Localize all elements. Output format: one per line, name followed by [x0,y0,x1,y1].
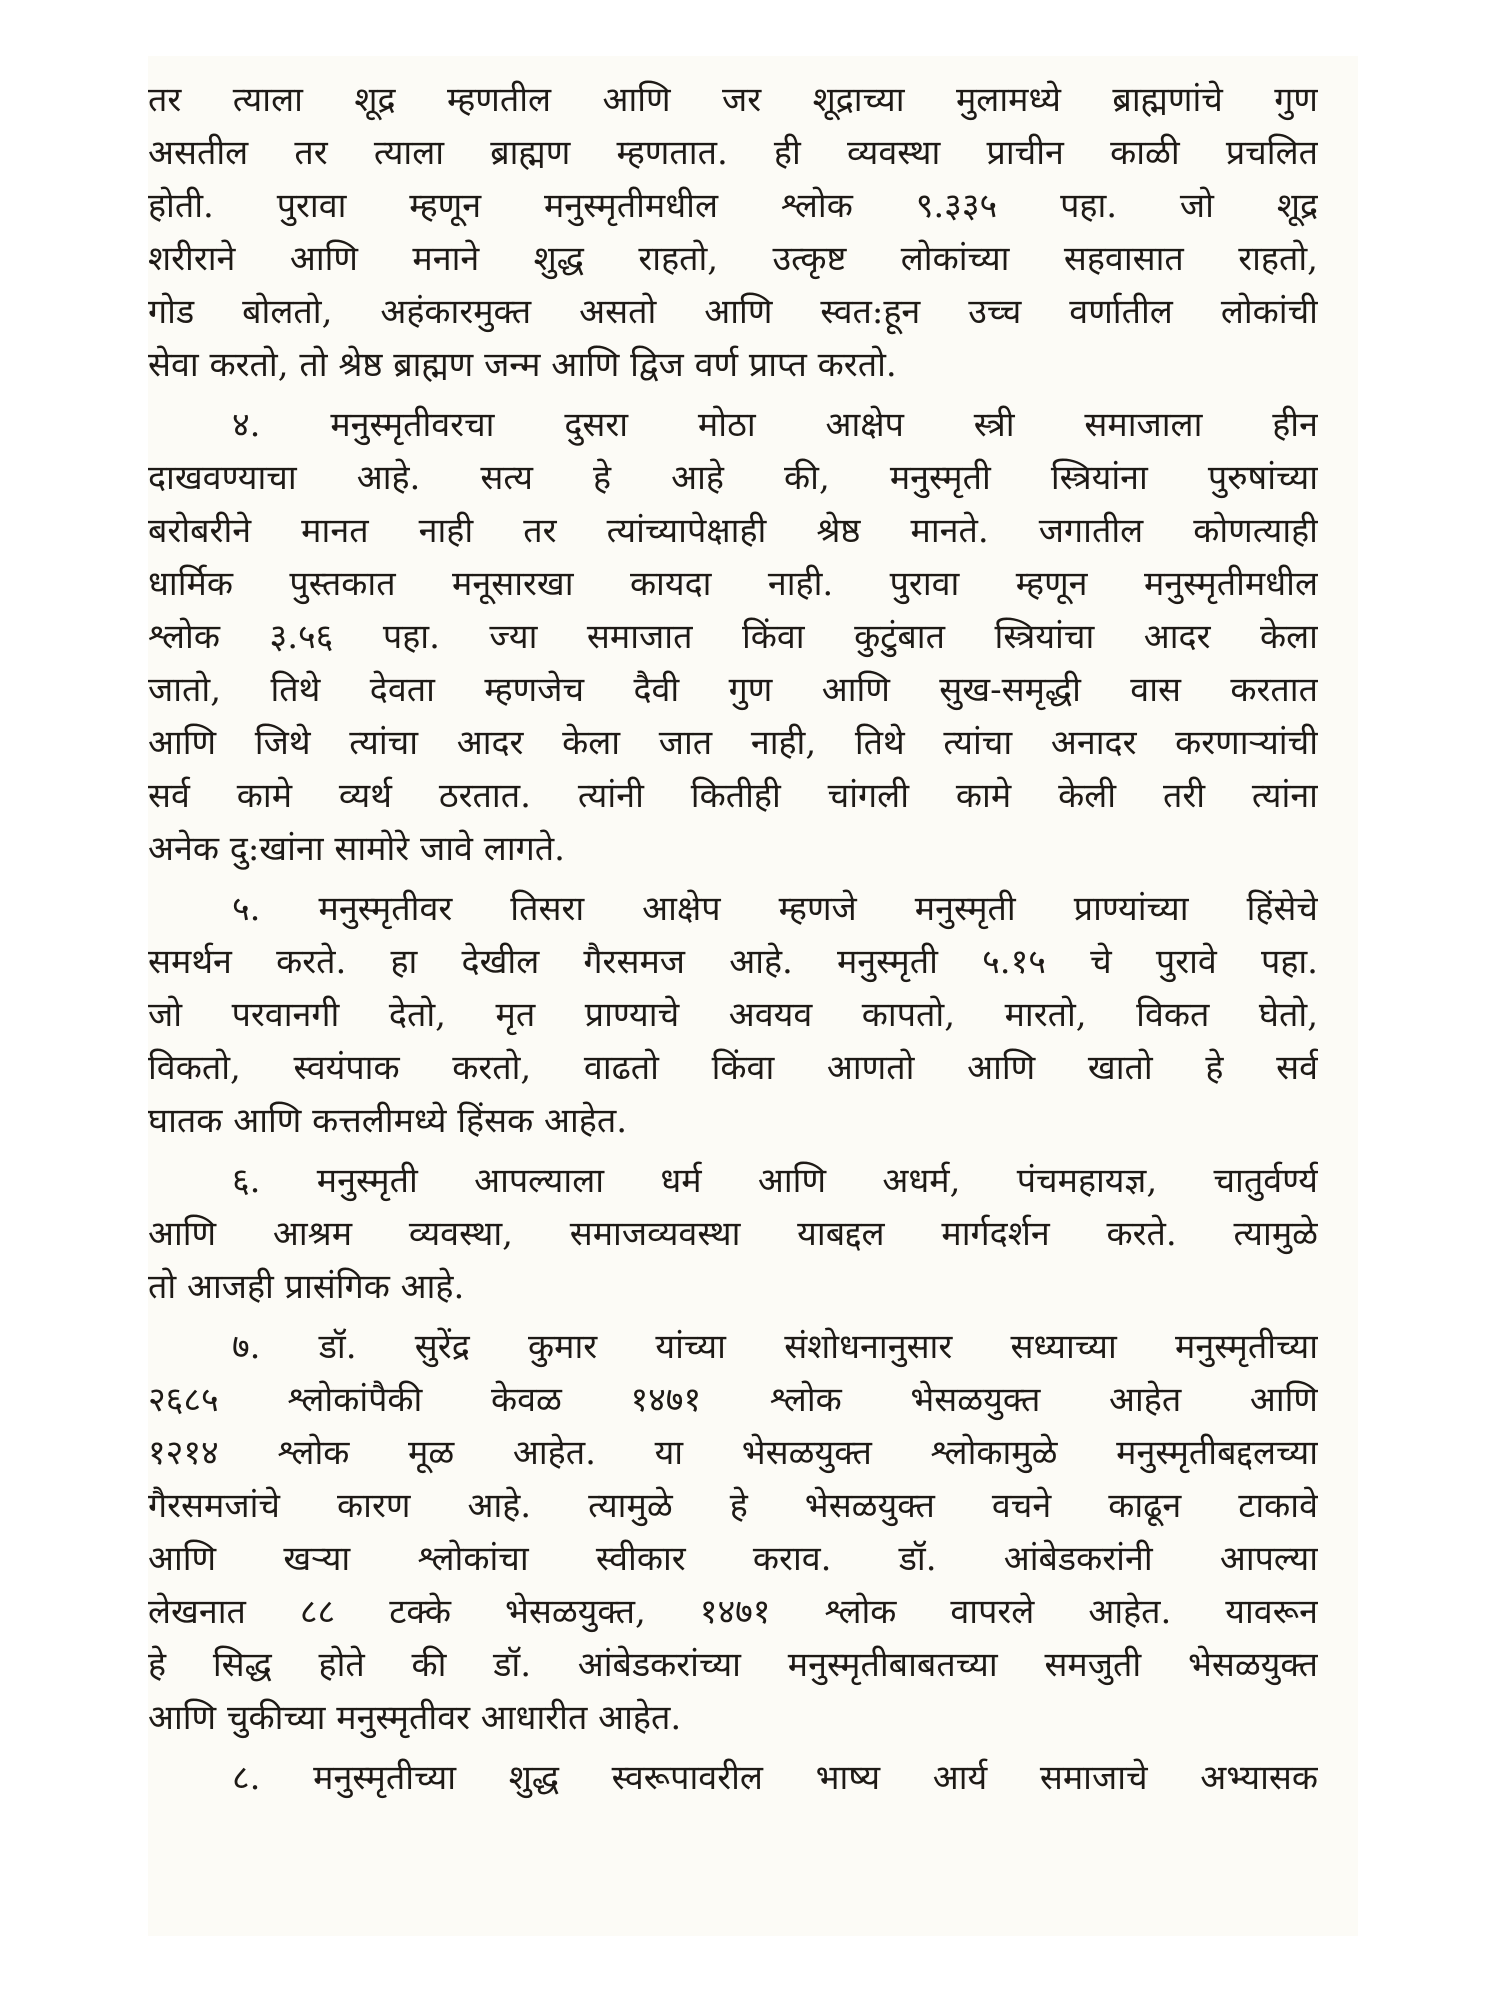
text-line: विकतो, स्वयंपाक करतो, वाढतो किंवा आणतो आणि खातो हे सर्व [148,1048,1318,1088]
text-line: ८. मनुस्मृतीच्या शुद्ध स्वरूपावरील भाष्य आर्य समाजाचे अभ्यासक [232,1758,1318,1798]
text-line: ४. मनुस्मृतीवरचा दुसरा मोठा आक्षेप स्त्री समाजाला हीन [232,405,1318,445]
text-line: घातक आणि कत्तलीमध्ये हिंसक आहेत. [148,1101,628,1141]
text-line: सर्व कामे व्यर्थ ठरतात. त्यांनी कितीही चांगली कामे केली तरी त्यांना [148,776,1318,816]
text-line: जातो, तिथे देवता म्हणजेच दैवी गुण आणि सुख-समृद्धी वास करतात [148,670,1318,710]
text-line: समर्थन करते. हा देखील गैरसमज आहे. मनुस्मृती ५.१५ चे पुरावे पहा. [148,942,1318,982]
page-body-text [148,74,1318,1805]
paragraph-point-5 [148,883,1318,1148]
text-line: शरीराने आणि मनाने शुद्ध राहतो, उत्कृष्ट लोकांच्या सहवासात राहतो, [148,239,1318,279]
text-line: बरोबरीने मानत नाही तर त्यांच्यापेक्षाही श्रेष्ठ मानते. जगातील कोणत्याही [148,511,1318,551]
text-line: तर त्याला शूद्र म्हणतील आणि जर शूद्राच्या मुलामध्ये ब्राह्मणांचे गुण [148,80,1318,120]
paragraph-point-6 [148,1155,1318,1314]
text-line: आणि खऱ्या श्लोकांचा स्वीकार कराव. डॉ. आंबेडकरांनी आपल्या [148,1539,1318,1579]
text-line: सेवा करतो, तो श्रेष्ठ ब्राह्मण जन्म आणि द्विज वर्ण प्राप्त करतो. [148,345,897,385]
text-line: धार्मिक पुस्तकात मनूसारखा कायदा नाही. पुरावा म्हणून मनुस्मृतीमधील [148,564,1318,604]
text-line: ५. मनुस्मृतीवर तिसरा आक्षेप म्हणजे मनुस्मृती प्राण्यांच्या हिंसेचे [232,889,1318,929]
text-line: होती. पुरावा म्हणून मनुस्मृतीमधील श्लोक ९.३३५ पहा. जो शूद्र [148,186,1318,226]
paragraph-point-4 [148,399,1318,876]
text-line: दाखवण्याचा आहे. सत्य हे आहे की, मनुस्मृती स्त्रियांना पुरुषांच्या [148,458,1318,498]
text-line: ६. मनुस्मृती आपल्याला धर्म आणि अधर्म, पंचमहायज्ञ, चातुर्वर्ण्य [232,1161,1318,1201]
text-line: १२१४ श्लोक मूळ आहेत. या भेसळयुक्त श्लोकामुळे मनुस्मृतीबद्दलच्या [148,1433,1318,1473]
text-line: जो परवानगी देतो, मृत प्राण्याचे अवयव कापतो, मारतो, विकत घेतो, [148,995,1318,1035]
text-line: असतील तर त्याला ब्राह्मण म्हणतात. ही व्यवस्था प्राचीन काळी प्रचलित [148,133,1318,173]
book-page [148,56,1358,1936]
text-line: लेखनात ८८ टक्के भेसळयुक्त, १४७१ श्लोक वापरले आहेत. यावरून [148,1592,1318,1632]
text-line: गैरसमजांचे कारण आहे. त्यामुळे हे भेसळयुक्त वचने काढून टाकावे [148,1486,1318,1526]
text-line: श्लोक ३.५६ पहा. ज्या समाजात किंवा कुटुंबात स्त्रियांचा आदर केला [148,617,1318,657]
text-line: हे सिद्ध होते की डॉ. आंबेडकरांच्या मनुस्मृतीबाबतच्या समजुती भेसळयुक्त [148,1645,1318,1685]
paragraph-continuation [148,74,1318,392]
text-line: ७. डॉ. सुरेंद्र कुमार यांच्या संशोधनानुसार सध्याच्या मनुस्मृतीच्या [232,1327,1318,1367]
paragraph-point-8 [148,1752,1318,1805]
paragraph-point-7 [148,1321,1318,1745]
text-line: आणि चुकीच्या मनुस्मृतीवर आधारीत आहेत. [148,1698,682,1738]
text-line: गोड बोलतो, अहंकारमुक्त असतो आणि स्वत:हून उच्च वर्णातील लोकांची [148,292,1318,332]
text-line: २६८५ श्लोकांपैकी केवळ १४७१ श्लोक भेसळयुक्त आहेत आणि [148,1380,1318,1420]
text-line: आणि आश्रम व्यवस्था, समाजव्यवस्था याबद्दल मार्गदर्शन करते. त्यामुळे [148,1214,1318,1254]
text-line: तो आजही प्रासंगिक आहे. [148,1267,465,1307]
text-line: आणि जिथे त्यांचा आदर केला जात नाही, तिथे त्यांचा अनादर करणाऱ्यांची [148,723,1318,763]
text-line: अनेक दु:खांना सामोरे जावे लागते. [148,829,565,869]
